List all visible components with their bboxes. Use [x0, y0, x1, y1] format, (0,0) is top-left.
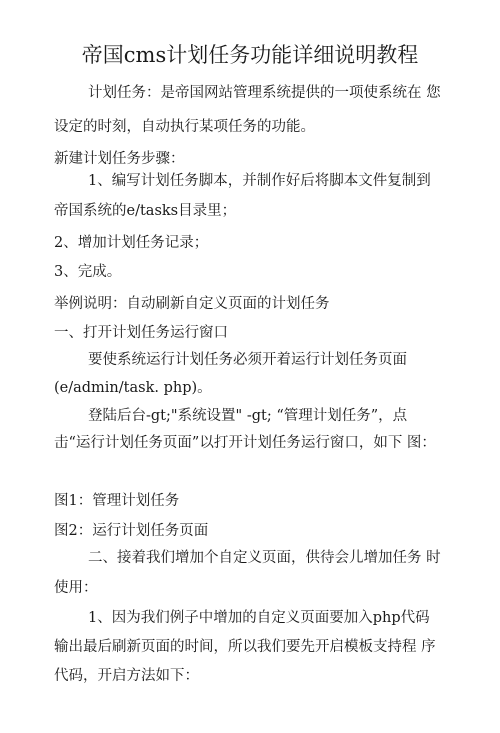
paragraph-line: 3、完成。 — [54, 264, 122, 280]
paragraph-line: 计划任务：是帝国网站管理系统提供的一项使系统在 您 — [88, 85, 441, 101]
paragraph-line: 2、增加计划任务记录； — [54, 235, 209, 251]
paragraph-line: 要使系统运行计划任务必须开着运行计划任务页面 — [88, 352, 407, 368]
figure-caption: 图2：运行计划任务页面 — [54, 523, 209, 539]
paragraph-line: 1、因为我们例子中增加的自定义页面要加入php代码 — [88, 610, 430, 626]
paragraph-line: 二、接着我们增加个自定义页面，供待会儿增加任务 时 — [88, 550, 441, 566]
paragraph-line: 帝国系统的e/tasks目录里； — [54, 203, 237, 219]
page-title: 帝国cms计划任务功能详细说明教程 — [81, 43, 419, 67]
paragraph-line: 举例说明：自动刷新自定义页面的计划任务 — [54, 296, 330, 312]
paragraph-line: 输出最后刷新页面的时间，所以我们要先开启模板支持程 序 — [54, 639, 436, 655]
paragraph-line: 使用： — [54, 580, 98, 596]
paragraph-line: 击“运行计划任务页面”以打开计划任务运行窗口，如下 图： — [54, 435, 436, 451]
paragraph-line: (e/admin/task. php)。 — [54, 380, 212, 396]
paragraph-line: 登陆后台-gt;"系统设置" -gt; “管理计划任务”，点 — [88, 408, 408, 424]
figure-caption: 图1：管理计划任务 — [54, 493, 180, 509]
paragraph-line: 1、编写计划任务脚本，并制作好后将脚本文件复制到 — [88, 173, 431, 189]
paragraph-line: 新建计划任务步骤： — [54, 151, 185, 167]
paragraph-line: 代码，开启方法如下： — [54, 668, 199, 684]
paragraph-line: 一、打开计划任务运行窗口 — [54, 325, 228, 341]
paragraph-line: 设定的时刻，自动执行某项任务的功能。 — [54, 119, 315, 135]
